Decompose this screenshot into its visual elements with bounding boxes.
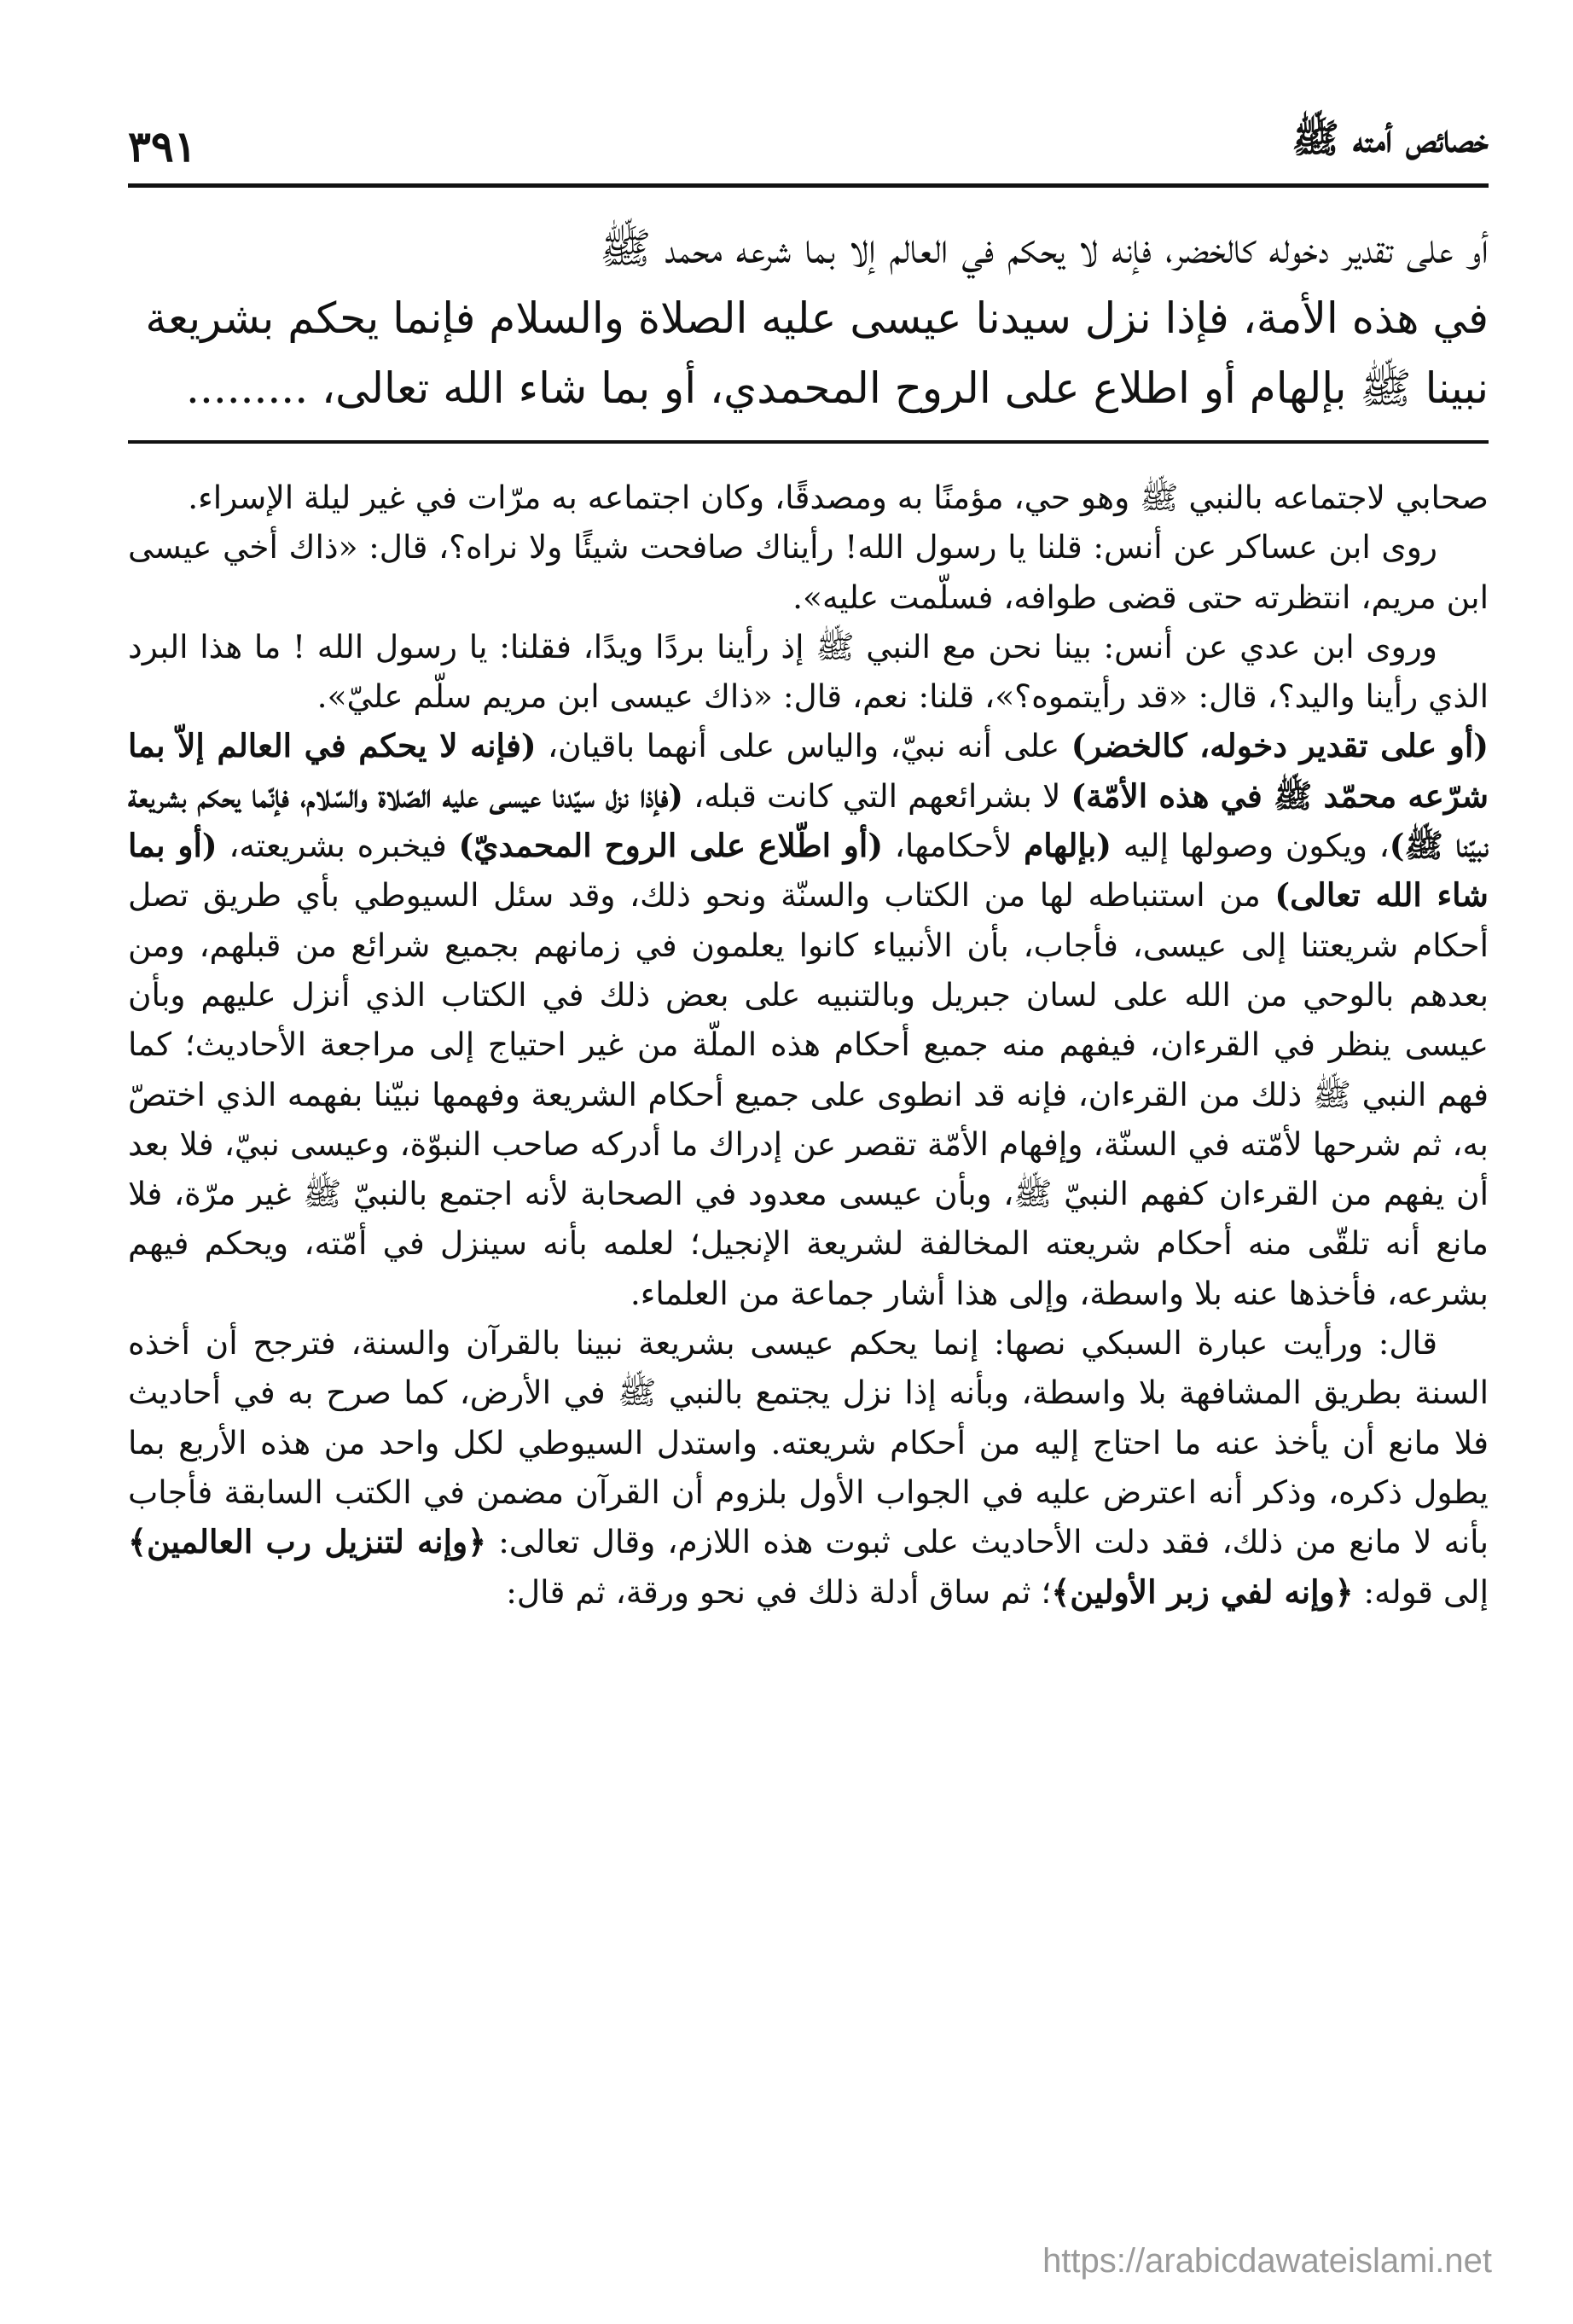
quoted-main-text: (بإلهام: [1024, 827, 1112, 865]
quoted-main-text: (أو على تقدير دخوله، كالخضر): [1071, 727, 1489, 765]
commentary-text: ، ويكون وصولها إليه: [1112, 827, 1390, 865]
quoted-main-text: (فإذا نزل سيّدنا عيسى عليه الصّلاة والسّلام، فإنّما يحكم بشريعة نبيّنا ﷺ): [128, 776, 1489, 865]
commentary-text: قال: ورأيت عبارة السبكي نصها: إنما يحكم عيسى بشريعة نبينا بالقرآن والسنة، فترجح أن أخذه السنة بطريق المشافهة بلا واسطة، وبأنه إذا نزل يجتمع بالنبي ﷺ في الأرض، كما صرح به في أحاديث فلا مانع أن يأخذ عنه ما احتاج إليه من أحكام شريعته. واستدل السيوطي لكل واحد من هذه الأربع بما يطول ذكره، وذكر أنه اعترض عليه في الجواب الأول بلزوم أن القرآن مضمن في الكتب السابقة فأجاب بأنه لا مانع من ذلك، فقد دلت الأحاديث على ثبوت هذه اللازم، وقال تعالى:: [128, 1324, 1489, 1561]
quran-quote: ﴿وإنه لفي زبر الأولين﴾: [1051, 1572, 1354, 1611]
main-text-line: أو على تقدير دخوله كالخضر، فإنه لا يحكم في العالم إلا بما شرعه محمد ﷺ: [599, 224, 1489, 273]
main-text-line: في هذه الأمة، فإذا نزل سيدنا عيسى عليه الصلاة والسلام فإنما يحكم بشريعة: [145, 293, 1489, 343]
commentary-text: لأحكامها،: [883, 827, 1024, 865]
commentary-text: على أنه نبيّ، والياس على أنهما باقيان،: [536, 727, 1071, 765]
quoted-main-text: (فإنه لا يحكم في العالم إلاّ بما شرّعه محمّد ﷺ في هذه الأمّة): [128, 727, 1489, 815]
commentary: [128, 473, 1489, 1617]
commentary-paragraph: [128, 622, 1489, 1318]
commentary-text: لا بشرائعهم التي كانت قبله،: [683, 776, 1071, 815]
commentary-text: وروى ابن عدي عن أنس: بينا نحن مع النبي ﷺ إذ رأينا بردًا ويدًا، فقلنا: يا رسول الله ! ما هذا البرد الذي رأينا واليد؟، قال: «قد رأيتموه؟»، قلنا: نعم، قال: «ذاك عيسى ابن مريم سلّم عليّ».: [128, 627, 1489, 716]
commentary-text: من استنباطه لها من الكتاب والسنّة ونحو ذلك، وقد سئل السيوطي بأي طريق تصل أحكام شريعتنا إلى عيسى، فأجاب، بأن الأنبياء كانوا يعلمون في زمانهم بجميع شرائع من قبلهم، ومن بعدهم بالوحي من الله على لسان جبريل وبالتنبيه على بعض ذلك في الكتاب الذي أنزل عليهم وبأن عيسى ينظر في القرءان، فيفهم منه جميع أحكام هذه الملّة من غير احتياج إلى مراجعة الأحاديث؛ كما فهم النبي ﷺ ذلك من القرءان، فإنه قد انطوى على جميع أحكام الشريعة وفهمها نبيّنا بفهمه الذي اختصّ به، ثم شرحها لأمّته في السنّة، وإفهام الأمّة تقصر عن إدراك ما أدركه صاحب النبوّة، وعيسى نبيّ، فلا بعد أن يفهم من القرءان كفهم النبيّ ﷺ، وبأن عيسى معدود في الصحابة لأنه اجتمع بالنبيّ ﷺ غير مرّة، فلا مانع أنه تلقّى منه أحكام شريعته المخالفة لشريعة الإنجيل؛ لعلمه بأنه سينزل في أمّته، ويحكم فيهم بشرعه، فأخذها عنه بلا واسطة، وإلى هذا أشار جماعة من العلماء.: [128, 876, 1489, 1312]
watermark-url: https://arabicdawateislami.net: [1042, 2242, 1492, 2280]
running-title: خصائص أمته ﷺ: [1291, 115, 1489, 161]
commentary-text: إلى قوله:: [1353, 1572, 1489, 1611]
commentary-paragraph: صحابي لاجتماعه بالنبي ﷺ وهو حي، مؤمنًا به ومصدقًا، وكان اجتماعه به مرّات في غير ليلة الإسراء.: [188, 479, 1489, 516]
main-text-line: نبينا ﷺ بإلهام أو اطلاع على الروح المحمدي، أو بما شاء الله تعالى، .........: [186, 363, 1489, 413]
commentary-text: فيخبره بشريعته،: [217, 827, 459, 865]
quran-quote: ﴿وإنه لتنزيل رب العالمين﴾: [128, 1523, 487, 1561]
commentary-paragraph: روى ابن عساكر عن أنس: قلنا يا رسول الله! رأيناك صافحت شيئًا ولا نراه؟، قال: «ذاك أخي عيسى ابن مريم، انتظرته حتى قضى طوافه، فسلّمت عليه».: [128, 528, 1489, 616]
page-header: [128, 94, 1489, 188]
commentary-text: ؛ ثم ساق أدلة ذلك في نحو ورقة، ثم قال:: [506, 1572, 1052, 1611]
main-text: [128, 213, 1489, 444]
quoted-main-text: (أو بما شاء الله تعالى): [128, 827, 1489, 915]
page-number: ٣٩١: [128, 121, 197, 171]
commentary-paragraph: [128, 1318, 1489, 1617]
book-page: [128, 94, 1489, 1617]
quoted-main-text: (أو اطّلاع على الروح المحمديّ): [458, 827, 884, 865]
